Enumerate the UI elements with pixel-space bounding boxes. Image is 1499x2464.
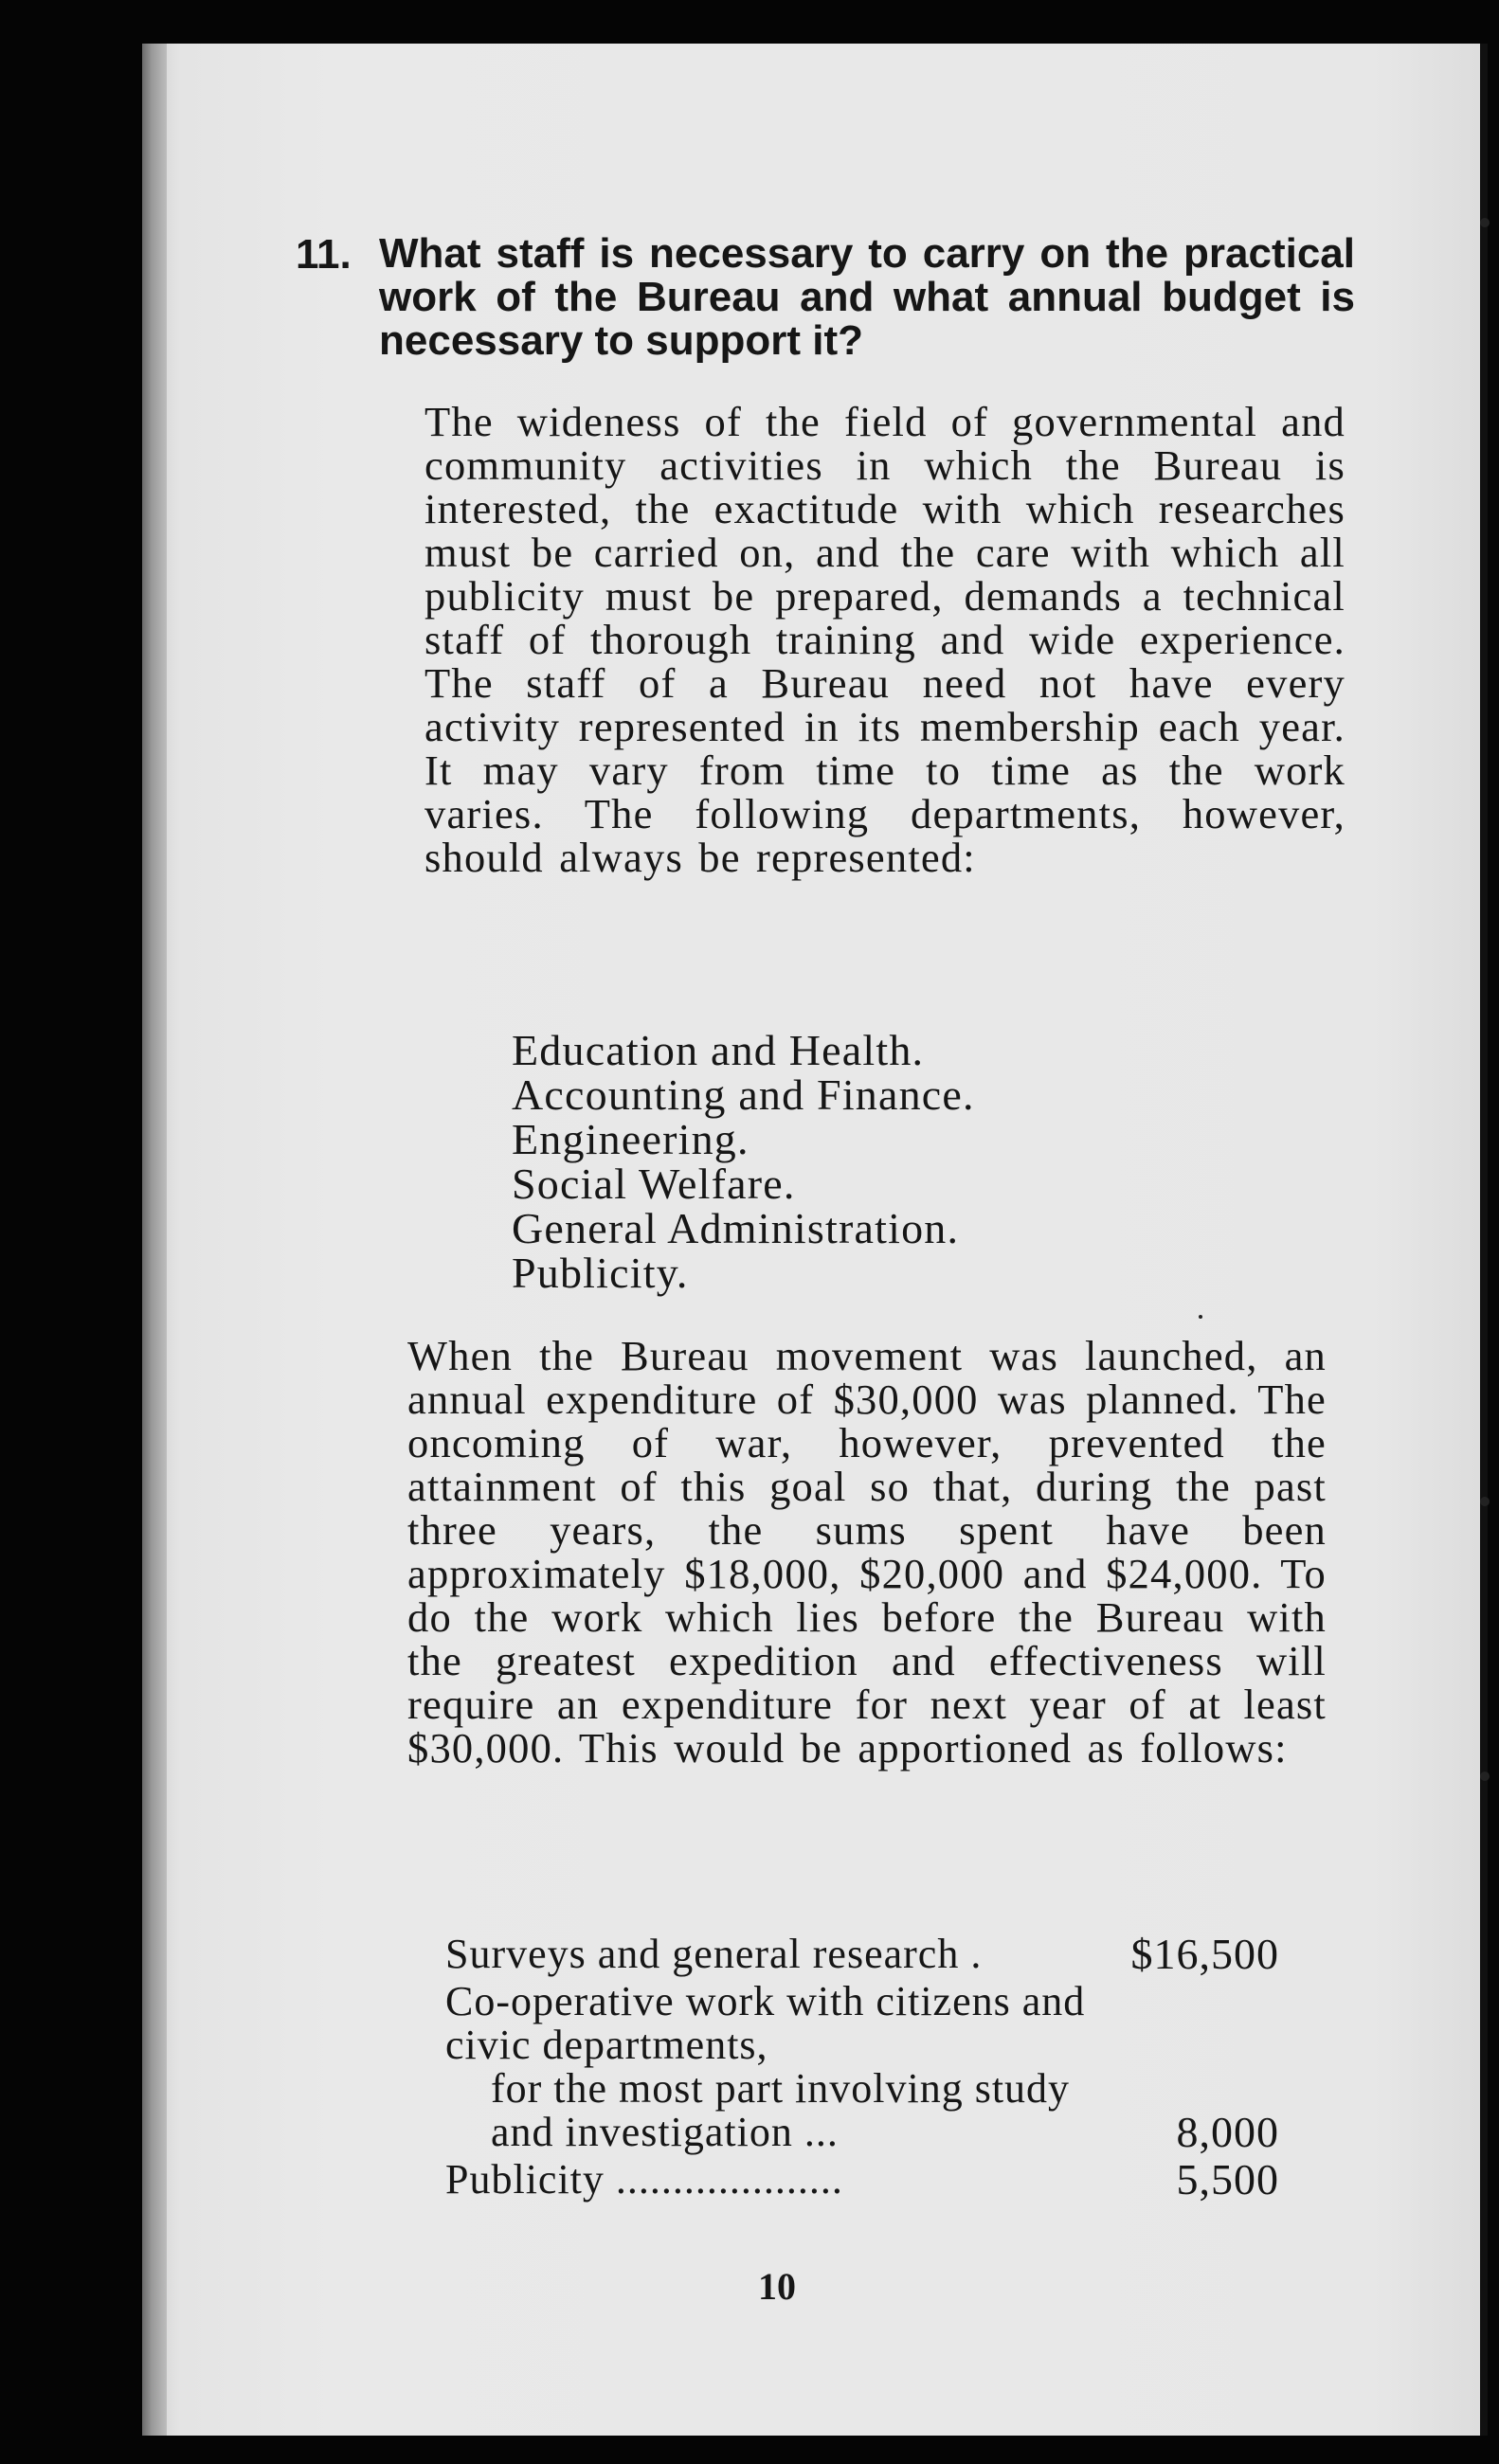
question-heading: What staff is necessary to carry on the practical work of the Bureau and what annual budget is necessary to support it? <box>379 230 1355 364</box>
budget-item-label <box>445 1933 1128 1976</box>
budget-item-amount: 5,500 <box>1176 2155 1279 2203</box>
budget-item-label <box>445 1980 1128 2154</box>
budget-item-amount: 8,000 <box>1176 2108 1279 2156</box>
budget-item-text: Publicity .................... <box>445 2156 843 2203</box>
scan-speck <box>1480 218 1490 227</box>
department-item: Publicity. <box>512 1249 689 1297</box>
page-number: 10 <box>758 2265 796 2308</box>
staff-paragraph: The wideness of the field of governmental and community activities in which the Bureau is interested, the exactitude with which researches must be carried on, and the care with which all publicity must be prepared, demands a technical staff of thorough training and wide experience. The staff of a Bureau need not have every activity represented in its membership each year. It may vary from time to time as the work varies. The following departments, however, should always be represented: <box>424 398 1345 881</box>
department-item: Education and Health. <box>512 1026 925 1074</box>
budget-item-amount: $16,500 <box>1130 1930 1279 1978</box>
scan-speck <box>1199 1315 1202 1319</box>
budget-table <box>445 1930 1279 2205</box>
department-item: Social Welfare. <box>512 1160 796 1208</box>
budget-item-label <box>445 2158 1128 2202</box>
department-item: Accounting and Finance. <box>512 1070 975 1119</box>
budget-item-text: Surveys and general research . <box>445 1931 983 1977</box>
budget-row <box>445 1980 1279 2154</box>
budget-row <box>445 2155 1279 2203</box>
department-item: Engineering. <box>512 1115 750 1163</box>
scan-speck <box>1480 1497 1490 1506</box>
departments-list <box>512 1028 975 1295</box>
department-item: General Administration. <box>512 1204 960 1252</box>
budget-item-text: Co-operative work with citizens and civic departments, <box>445 1978 1086 2068</box>
budget-paragraph: When the Bureau movement was launched, an annual expenditure of $30,000 was planned. The oncoming of war, however, prevented the attainment of this goal so that, during the past three years, the sums spent have been approximately $18,000, $20,000 and $24,000. To do the work which lies before the Bureau with the greatest expedition and effectiveness will require an expenditure for next year of at least $30,000. This would be apportioned as follows: <box>407 1332 1327 1772</box>
question-number: 11. <box>296 231 352 278</box>
budget-row <box>445 1930 1279 1978</box>
budget-item-continuation: for the most part involving study and investigation ... <box>491 2065 1071 2155</box>
scan-speck <box>1480 1772 1490 1781</box>
